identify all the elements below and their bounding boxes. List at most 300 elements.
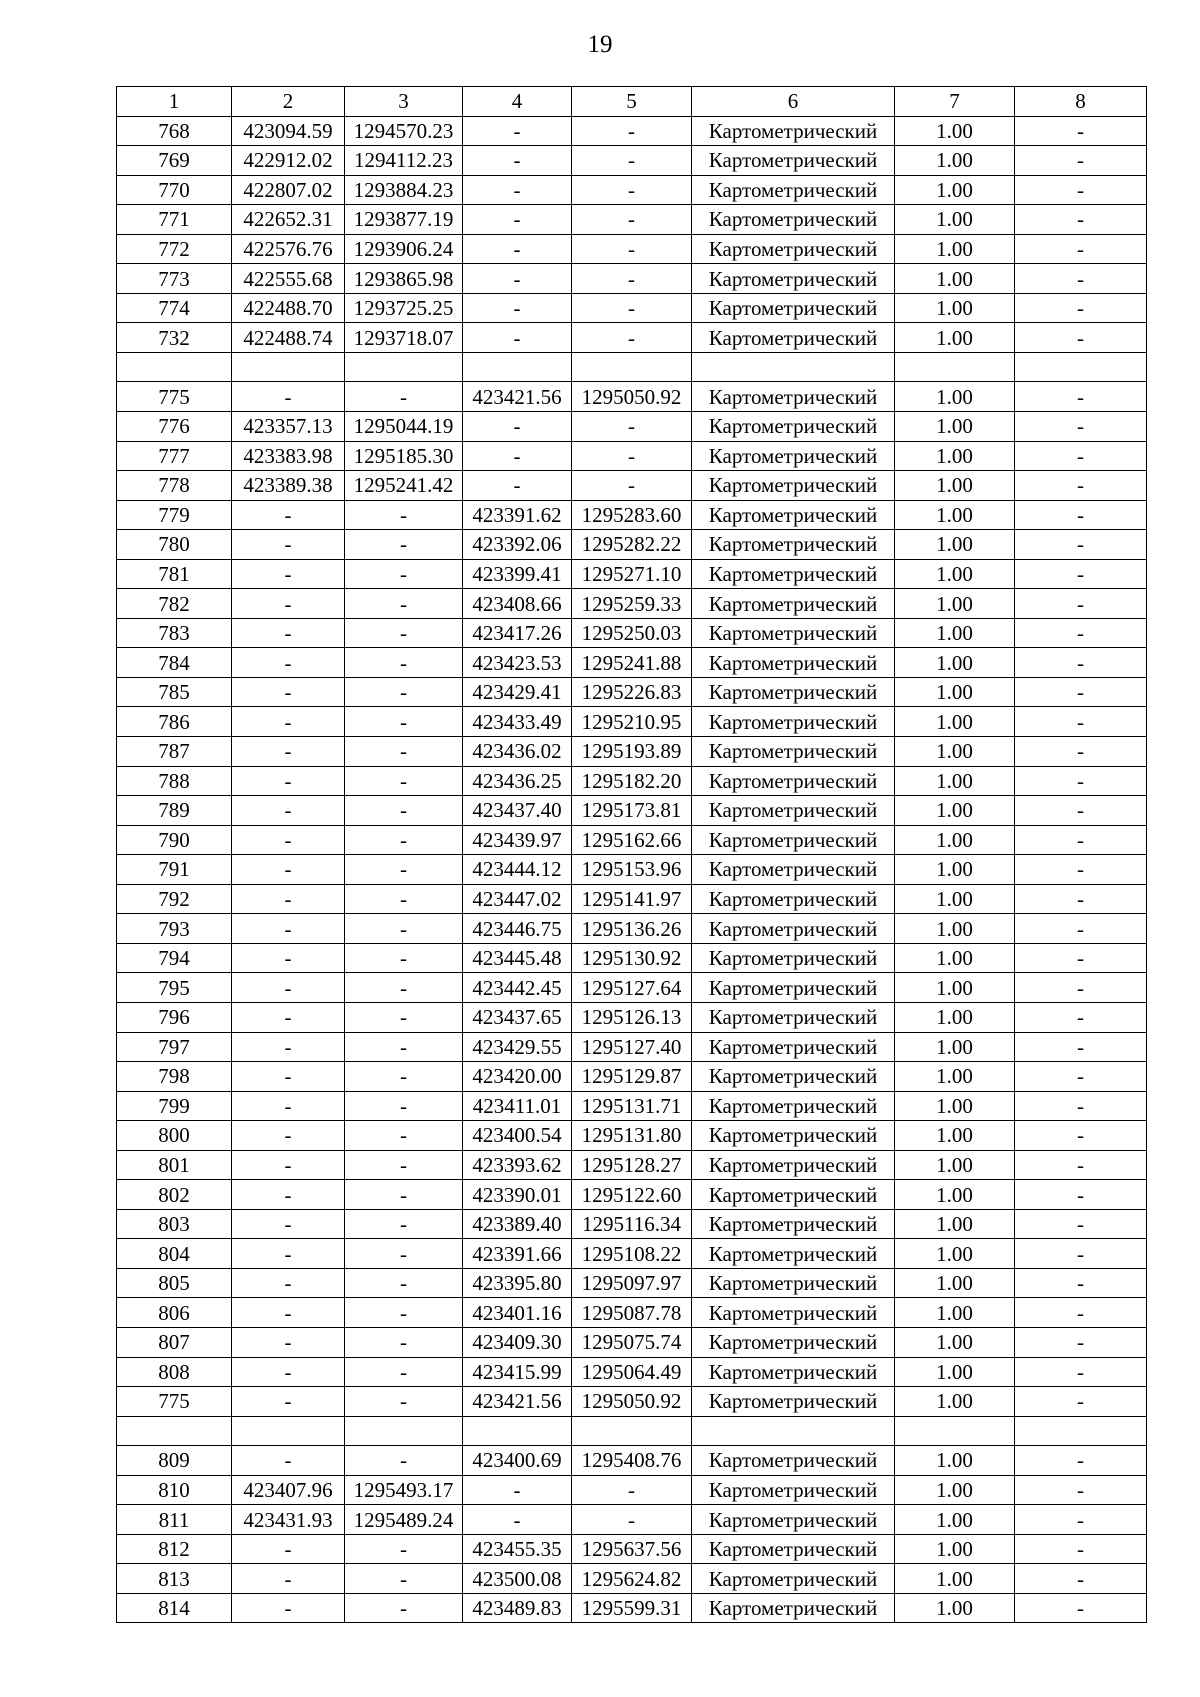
table-cell-col-4: -: [463, 1475, 572, 1505]
table-cell-col-7: 1.00: [895, 1446, 1015, 1476]
table-cell-col-3: 1295185.30: [345, 441, 463, 471]
table-cell-col-7: 1.00: [895, 1121, 1015, 1151]
table-cell-col-8: -: [1015, 825, 1147, 855]
table-cell-col-5: -: [572, 1475, 692, 1505]
table-row: [117, 500, 1147, 530]
table-row: [117, 1209, 1147, 1239]
table-cell-col-5: 1295637.56: [572, 1534, 692, 1564]
table-cell-col-8: -: [1015, 766, 1147, 796]
table-cell-col-3: 1295489.24: [345, 1505, 463, 1535]
table-cell-col-3: -: [345, 766, 463, 796]
table-cell-col-4: 423429.41: [463, 677, 572, 707]
table-cell-col-4: -: [463, 323, 572, 353]
table-cell-col-7: 1.00: [895, 914, 1015, 944]
table-cell-col-4: 423436.02: [463, 737, 572, 767]
table-cell-col-7: 1.00: [895, 1534, 1015, 1564]
table-cell-col-7: 1.00: [895, 530, 1015, 560]
table-cell-col-3: -: [345, 1121, 463, 1151]
table-cell-col-4: 423423.53: [463, 648, 572, 678]
table-cell-col-7: 1.00: [895, 412, 1015, 442]
table-cell-col-3: 1293865.98: [345, 264, 463, 294]
table-cell-col-1: 801: [117, 1150, 232, 1180]
table-cell-col-5: 1295624.82: [572, 1564, 692, 1594]
table-cell-col-6: Картометрический: [692, 855, 895, 885]
table-cell-col-8: -: [1015, 1593, 1147, 1623]
table-cell-col-3: -: [345, 884, 463, 914]
table-row: [117, 973, 1147, 1003]
table-cell-col-4: 423415.99: [463, 1357, 572, 1387]
table-cell-col-7: 1.00: [895, 1387, 1015, 1417]
table-cell-col-1: 732: [117, 323, 232, 353]
table-row: [117, 796, 1147, 826]
table-cell-col-1: 784: [117, 648, 232, 678]
table-cell-col-4: 423417.26: [463, 618, 572, 648]
table-row: [117, 618, 1147, 648]
table-cell-col-6: Картометрический: [692, 618, 895, 648]
table-cell-col-3: -: [345, 796, 463, 826]
table-cell-col-3: -: [345, 500, 463, 530]
table-cell-col-4: 423395.80: [463, 1268, 572, 1298]
table-cell-col-6: Картометрический: [692, 1534, 895, 1564]
table-row: [117, 884, 1147, 914]
table-cell-col-8: -: [1015, 618, 1147, 648]
table-cell-col-2: -: [232, 1593, 345, 1623]
table-cell-col-5: -: [572, 323, 692, 353]
table-cell-col-5: 1295131.71: [572, 1091, 692, 1121]
table-cell-col-1: 812: [117, 1534, 232, 1564]
table-cell-col-5: 1295064.49: [572, 1357, 692, 1387]
table-cell-col-7: 1.00: [895, 471, 1015, 501]
table-cell-col-6: Картометрический: [692, 1357, 895, 1387]
table-cell-col-2: -: [232, 1239, 345, 1269]
table-cell-col-1: 789: [117, 796, 232, 826]
table-row: [117, 146, 1147, 176]
table-cell-col-5: -: [572, 175, 692, 205]
table-cell-col-3: -: [345, 1327, 463, 1357]
table-cell-col-7: 1.00: [895, 500, 1015, 530]
table-cell-col-2: -: [232, 1298, 345, 1328]
table-cell-col-3: -: [345, 1357, 463, 1387]
table-cell-col-3: -: [345, 1534, 463, 1564]
table-row: [117, 1446, 1147, 1476]
table-cell-col-4: -: [463, 471, 572, 501]
table-cell-col-1: 779: [117, 500, 232, 530]
table-cell-col-8: -: [1015, 530, 1147, 560]
table-cell-col-7: 1.00: [895, 1239, 1015, 1269]
table-cell-col-8: -: [1015, 1387, 1147, 1417]
table-cell-col-5: 1295129.87: [572, 1062, 692, 1092]
table-cell-col-7: 1.00: [895, 589, 1015, 619]
table-row: [117, 323, 1147, 353]
table-cell-col-1: 788: [117, 766, 232, 796]
table-cell-col-8: -: [1015, 796, 1147, 826]
table-row: [117, 1239, 1147, 1269]
table-cell-col-3: -: [345, 589, 463, 619]
table-cell-col-4: 423411.01: [463, 1091, 572, 1121]
table-cell-col-7: 1.00: [895, 559, 1015, 589]
table-cell-col-8: -: [1015, 382, 1147, 412]
table-cell-col-1: 783: [117, 618, 232, 648]
table-cell-col-1: 786: [117, 707, 232, 737]
table-row: [117, 737, 1147, 767]
column-header-4: 4: [463, 87, 572, 117]
table-cell-col-3: -: [345, 855, 463, 885]
table-cell-col-5: 1295241.88: [572, 648, 692, 678]
table-cell-col-3: -: [345, 618, 463, 648]
table-cell-col-3: -: [345, 825, 463, 855]
table-cell-col-3: -: [345, 1180, 463, 1210]
table-cell-col-5: -: [572, 234, 692, 264]
table-cell-col-6: Картометрический: [692, 323, 895, 353]
table-cell-col-7: 1.00: [895, 146, 1015, 176]
column-header-1: 1: [117, 87, 232, 117]
table-cell-col-5: 1295250.03: [572, 618, 692, 648]
table-cell-col-4: 423393.62: [463, 1150, 572, 1180]
table-cell-col-4: 423436.25: [463, 766, 572, 796]
table-cell-col-4: 423409.30: [463, 1327, 572, 1357]
table-cell-col-8: -: [1015, 1121, 1147, 1151]
table-cell-col-7: 1.00: [895, 1593, 1015, 1623]
table-cell-col-2: -: [232, 1121, 345, 1151]
table-cell-col-2: 422652.31: [232, 205, 345, 235]
table-cell-col-5: 1295408.76: [572, 1446, 692, 1476]
table-row: [117, 293, 1147, 323]
table-cell-col-1: 781: [117, 559, 232, 589]
table-row: [117, 116, 1147, 146]
table-cell-col-2: 423094.59: [232, 116, 345, 146]
table-cell-col-3: -: [345, 1268, 463, 1298]
column-header-2: 2: [232, 87, 345, 117]
table-row: [117, 264, 1147, 294]
table-cell-col-1: 811: [117, 1505, 232, 1535]
table-cell-col-6: Картометрический: [692, 205, 895, 235]
table-cell-col-5: -: [572, 116, 692, 146]
table-cell-col-5: 1295283.60: [572, 500, 692, 530]
table-cell-col-6: Картометрический: [692, 1446, 895, 1476]
table-row: [117, 1534, 1147, 1564]
table-row: [117, 382, 1147, 412]
table-cell-col-4: 423429.55: [463, 1032, 572, 1062]
table-cell-col-3: [345, 1416, 463, 1446]
table-cell-col-5: -: [572, 471, 692, 501]
table-cell-col-4: 423446.75: [463, 914, 572, 944]
table-cell-col-7: 1.00: [895, 737, 1015, 767]
table-cell-col-4: -: [463, 116, 572, 146]
table-cell-col-6: Картометрический: [692, 943, 895, 973]
table-cell-col-1: 773: [117, 264, 232, 294]
table-cell-col-8: -: [1015, 471, 1147, 501]
table-cell-col-5: 1295173.81: [572, 796, 692, 826]
table-cell-col-5: 1295282.22: [572, 530, 692, 560]
table-cell-col-6: Картометрический: [692, 1268, 895, 1298]
table-cell-col-6: Картометрический: [692, 1475, 895, 1505]
table-cell-col-2: -: [232, 737, 345, 767]
table-row: [117, 1593, 1147, 1623]
table-cell-col-1: 772: [117, 234, 232, 264]
table-cell-col-8: -: [1015, 1032, 1147, 1062]
table-cell-col-1: 808: [117, 1357, 232, 1387]
table-cell-col-7: 1.00: [895, 1357, 1015, 1387]
coordinates-table: [116, 86, 1147, 1623]
table-cell-col-2: -: [232, 1268, 345, 1298]
table-cell-col-8: -: [1015, 1180, 1147, 1210]
table-row: [117, 589, 1147, 619]
table-cell-col-6: Картометрический: [692, 1032, 895, 1062]
table-row: [117, 1002, 1147, 1032]
table-cell-col-8: -: [1015, 412, 1147, 442]
table-cell-col-3: -: [345, 1032, 463, 1062]
table-cell-col-8: -: [1015, 559, 1147, 589]
table-cell-col-5: -: [572, 412, 692, 442]
table-cell-col-4: 423421.56: [463, 382, 572, 412]
table-cell-col-6: Картометрический: [692, 1209, 895, 1239]
table-cell-col-5: 1295130.92: [572, 943, 692, 973]
table-cell-col-1: 802: [117, 1180, 232, 1210]
table-cell-col-8: -: [1015, 205, 1147, 235]
table-cell-col-5: [572, 352, 692, 382]
table-cell-col-1: 803: [117, 1209, 232, 1239]
table-cell-col-6: [692, 352, 895, 382]
table-row: [117, 914, 1147, 944]
table-cell-col-8: -: [1015, 1564, 1147, 1594]
table-cell-col-6: Картометрический: [692, 707, 895, 737]
table-cell-col-5: 1295210.95: [572, 707, 692, 737]
table-cell-col-8: -: [1015, 293, 1147, 323]
table-cell-col-6: Картометрический: [692, 559, 895, 589]
table-cell-col-7: 1.00: [895, 293, 1015, 323]
table-cell-col-5: -: [572, 205, 692, 235]
table-cell-col-4: 423391.66: [463, 1239, 572, 1269]
table-cell-col-1: 787: [117, 737, 232, 767]
table-cell-col-3: -: [345, 1209, 463, 1239]
table-cell-col-5: 1295141.97: [572, 884, 692, 914]
table-cell-col-4: 423399.41: [463, 559, 572, 589]
table-cell-col-1: 777: [117, 441, 232, 471]
table-cell-col-2: -: [232, 1534, 345, 1564]
table-cell-col-8: -: [1015, 648, 1147, 678]
table-cell-col-1: 813: [117, 1564, 232, 1594]
table-cell-col-7: 1.00: [895, 855, 1015, 885]
table-cell-col-6: Картометрический: [692, 175, 895, 205]
table-row: [117, 825, 1147, 855]
table-cell-col-4: 423500.08: [463, 1564, 572, 1594]
table-row: [117, 412, 1147, 442]
table-cell-col-6: Картометрический: [692, 1505, 895, 1535]
table-cell-col-6: Картометрический: [692, 234, 895, 264]
table-row: [117, 1298, 1147, 1328]
table-cell-col-1: 806: [117, 1298, 232, 1328]
table-row: [117, 1268, 1147, 1298]
column-header-8: 8: [1015, 87, 1147, 117]
table-cell-col-5: 1295108.22: [572, 1239, 692, 1269]
table-cell-col-3: -: [345, 737, 463, 767]
table-cell-col-8: -: [1015, 1239, 1147, 1269]
table-cell-col-1: 771: [117, 205, 232, 235]
table-cell-col-7: 1.00: [895, 648, 1015, 678]
table-row: [117, 1327, 1147, 1357]
table-cell-col-6: Картометрический: [692, 1091, 895, 1121]
table-cell-col-2: -: [232, 884, 345, 914]
table-cell-col-1: 800: [117, 1121, 232, 1151]
table-cell-col-4: 423447.02: [463, 884, 572, 914]
table-cell-col-1: 778: [117, 471, 232, 501]
table-cell-col-6: [692, 1416, 895, 1446]
table-cell-col-5: 1295127.40: [572, 1032, 692, 1062]
table-cell-col-2: 422488.74: [232, 323, 345, 353]
table-cell-col-1: [117, 352, 232, 382]
page-number: 19: [587, 31, 613, 58]
table-cell-col-6: Картометрический: [692, 648, 895, 678]
table-cell-col-2: 422555.68: [232, 264, 345, 294]
table-row: [117, 1062, 1147, 1092]
table-cell-col-4: 423445.48: [463, 943, 572, 973]
table-cell-col-3: 1293906.24: [345, 234, 463, 264]
table-cell-col-1: 792: [117, 884, 232, 914]
table-row: [117, 175, 1147, 205]
table-cell-col-4: 423421.56: [463, 1387, 572, 1417]
table-cell-col-8: [1015, 352, 1147, 382]
table-cell-col-2: -: [232, 914, 345, 944]
table-cell-col-8: -: [1015, 737, 1147, 767]
table-cell-col-4: -: [463, 441, 572, 471]
table-row: [117, 1475, 1147, 1505]
table-cell-col-3: -: [345, 1239, 463, 1269]
table-row: [117, 234, 1147, 264]
table-cell-col-3: -: [345, 1446, 463, 1476]
table-cell-col-1: 810: [117, 1475, 232, 1505]
table-cell-col-2: -: [232, 382, 345, 412]
table-cell-col-2: -: [232, 1032, 345, 1062]
table-cell-col-2: [232, 1416, 345, 1446]
table-cell-col-1: 799: [117, 1091, 232, 1121]
table-cell-col-3: -: [345, 943, 463, 973]
table-cell-col-1: 776: [117, 412, 232, 442]
table-cell-col-5: -: [572, 1505, 692, 1535]
table-cell-col-1: 774: [117, 293, 232, 323]
table-row: [117, 1564, 1147, 1594]
table-cell-col-4: 423442.45: [463, 973, 572, 1003]
table-row: [117, 441, 1147, 471]
table-cell-col-7: 1.00: [895, 264, 1015, 294]
table-cell-col-2: -: [232, 677, 345, 707]
table-cell-col-3: -: [345, 973, 463, 1003]
table-cell-col-8: -: [1015, 914, 1147, 944]
table-cell-col-7: 1.00: [895, 234, 1015, 264]
table-cell-col-2: -: [232, 796, 345, 826]
table-cell-col-6: Картометрический: [692, 500, 895, 530]
table-cell-col-8: -: [1015, 855, 1147, 885]
table-cell-col-2: -: [232, 855, 345, 885]
table-cell-col-8: -: [1015, 1505, 1147, 1535]
table-cell-col-6: Картометрический: [692, 796, 895, 826]
table-cell-col-6: Картометрический: [692, 412, 895, 442]
table-cell-col-2: -: [232, 973, 345, 1003]
table-cell-col-2: -: [232, 1150, 345, 1180]
table-cell-col-1: 785: [117, 677, 232, 707]
table-cell-col-3: -: [345, 559, 463, 589]
table-cell-col-6: Картометрический: [692, 914, 895, 944]
table-cell-col-2: -: [232, 1387, 345, 1417]
table-cell-col-5: 1295226.83: [572, 677, 692, 707]
table-cell-col-7: 1.00: [895, 677, 1015, 707]
table-cell-col-6: Картометрический: [692, 1593, 895, 1623]
table-cell-col-8: -: [1015, 1475, 1147, 1505]
table-cell-col-2: -: [232, 530, 345, 560]
table-cell-col-1: 768: [117, 116, 232, 146]
table-cell-col-1: 782: [117, 589, 232, 619]
table-cell-col-8: -: [1015, 1091, 1147, 1121]
table-cell-col-6: Картометрический: [692, 1062, 895, 1092]
table-cell-col-1: 807: [117, 1327, 232, 1357]
table-cell-col-8: -: [1015, 1446, 1147, 1476]
table-cell-col-6: Картометрический: [692, 1180, 895, 1210]
table-cell-col-4: 423433.49: [463, 707, 572, 737]
table-cell-col-6: Картометрический: [692, 973, 895, 1003]
table-cell-col-7: 1.00: [895, 175, 1015, 205]
table-cell-col-8: -: [1015, 1268, 1147, 1298]
table-cell-col-3: -: [345, 1150, 463, 1180]
table-cell-col-2: -: [232, 500, 345, 530]
table-cell-col-4: -: [463, 234, 572, 264]
table-cell-col-8: -: [1015, 589, 1147, 619]
table-row: [117, 943, 1147, 973]
table-cell-col-2: -: [232, 1209, 345, 1239]
table-cell-col-3: -: [345, 530, 463, 560]
column-header-5: 5: [572, 87, 692, 117]
table-cell-col-3: -: [345, 1564, 463, 1594]
table-cell-col-7: 1.00: [895, 1209, 1015, 1239]
table-cell-col-7: 1.00: [895, 1002, 1015, 1032]
table-cell-col-1: 794: [117, 943, 232, 973]
table-cell-col-3: 1295044.19: [345, 412, 463, 442]
table-cell-col-3: 1295241.42: [345, 471, 463, 501]
table-cell-col-7: 1.00: [895, 825, 1015, 855]
table-cell-col-8: -: [1015, 264, 1147, 294]
table-cell-col-2: 423357.13: [232, 412, 345, 442]
table-row: [117, 1091, 1147, 1121]
table-cell-col-7: 1.00: [895, 1150, 1015, 1180]
table-cell-col-5: 1295050.92: [572, 1387, 692, 1417]
table-cell-col-8: -: [1015, 234, 1147, 264]
table-cell-col-2: -: [232, 559, 345, 589]
table-cell-col-5: 1295162.66: [572, 825, 692, 855]
table-row: [117, 1416, 1147, 1446]
table-cell-col-4: 423401.16: [463, 1298, 572, 1328]
table-cell-col-2: -: [232, 766, 345, 796]
table-cell-col-7: [895, 352, 1015, 382]
table-cell-col-6: Картометрический: [692, 1002, 895, 1032]
table-cell-col-4: 423408.66: [463, 589, 572, 619]
table-cell-col-2: 422912.02: [232, 146, 345, 176]
table-cell-col-5: -: [572, 146, 692, 176]
table-cell-col-7: 1.00: [895, 1505, 1015, 1535]
table-cell-col-2: -: [232, 1446, 345, 1476]
table-cell-col-7: 1.00: [895, 1475, 1015, 1505]
table-cell-col-8: [1015, 1416, 1147, 1446]
table-cell-col-2: -: [232, 1062, 345, 1092]
table-cell-col-8: -: [1015, 1357, 1147, 1387]
table-cell-col-2: 422488.70: [232, 293, 345, 323]
table-cell-col-7: 1.00: [895, 205, 1015, 235]
table-cell-col-6: Картометрический: [692, 589, 895, 619]
table-cell-col-2: -: [232, 943, 345, 973]
table-cell-col-3: 1293718.07: [345, 323, 463, 353]
table-cell-col-7: 1.00: [895, 884, 1015, 914]
table-cell-col-5: 1295193.89: [572, 737, 692, 767]
table-cell-col-3: -: [345, 707, 463, 737]
table-cell-col-5: 1295136.26: [572, 914, 692, 944]
table-cell-col-7: 1.00: [895, 766, 1015, 796]
